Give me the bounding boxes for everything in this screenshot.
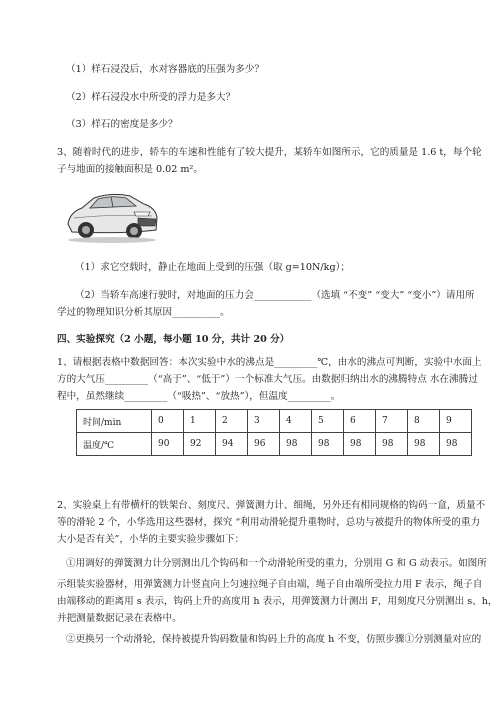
q3-sub2-line1: （2）当轿车高速行驶时，对地面的压力会____________（选填 “不变” “变大” “变小”）请用所 xyxy=(75,290,475,301)
time-cell: 7 xyxy=(376,410,408,433)
temp-cell: 92 xyxy=(184,433,216,456)
time-cell: 8 xyxy=(408,410,440,433)
temp-cell: 96 xyxy=(248,433,280,456)
q4-2-line1: 2、实验桌上有带横杆的铁架台、刻度尺、弹簧测力计、细绳，另外还有相同规格的钩码一盒，质量不 xyxy=(57,500,486,511)
q4-2-line3: 大小是否有关”，小华的主要实验步骤如下： xyxy=(57,534,245,545)
q3-text-line1: 3、随着时代的进步，轿车的车速和性能有了较大提升，某轿车如图所示，它的质量是 1.6 t，每个轮 xyxy=(57,147,482,158)
time-cell: 5 xyxy=(312,410,344,433)
q2-sub3: （3）样石的密度是多少？ xyxy=(66,119,178,130)
q3-text-line2: 子与地面的接触面积是 0.02 m²。 xyxy=(57,164,203,175)
q4-1-line2: 方的大气压_________（“高于”、“低于”）一个标准大气压。由数据归纳出水的沸腾特点 水在沸腾过 xyxy=(57,374,478,385)
section-heading: 四、实验探究（2 小题，每小题 10 分，共计 20 分） xyxy=(57,334,290,345)
q3-sub2-line2: 学过的物理知识分析其原因__________。 xyxy=(57,307,230,318)
q4-2-step1-line2: 示组装实验器材，用弹簧测力计竖直向上匀速拉绳子自由端，绳子自由端所受拉力用 F 表示，绳子自 xyxy=(57,579,483,590)
time-cell: 6 xyxy=(344,410,376,433)
temp-cell: 98 xyxy=(280,433,312,456)
table-row-temperature xyxy=(77,433,472,456)
time-cell: 2 xyxy=(216,410,248,433)
time-cell: 9 xyxy=(440,410,472,433)
q3-sub1: （1）求它空载时，静止在地面上受到的压强（取 g=10N/kg）； xyxy=(75,262,350,273)
time-cell: 4 xyxy=(280,410,312,433)
q4-2-line2: 等的滑轮 2 个，小华选用这些器材，探究 “利用动滑轮提升重物时，总功与被提升的物体所受的重力 xyxy=(57,517,481,528)
car-image xyxy=(64,186,160,244)
time-cell: 0 xyxy=(152,410,184,433)
q4-1-line1: 1、请根据表格中数据回答：本次实验中水的沸点是_________℃，由水的沸点可判断，实验中水面上 xyxy=(57,357,482,368)
q4-2-step1-line3: 由端移动的距离用 s 表示，钩码上升的高度用 h 表示，用弹簧测力计测出 F，用刻度尺分别测出 s、h， xyxy=(57,596,498,607)
table-row-time xyxy=(77,410,472,433)
temp-cell: 98 xyxy=(376,433,408,456)
temp-cell: 98 xyxy=(312,433,344,456)
temp-label: 温度/℃ xyxy=(77,433,152,456)
temp-cell: 98 xyxy=(408,433,440,456)
q4-2-step1-line4: 并把测量数据记录在表格中。 xyxy=(57,613,182,624)
temp-cell: 90 xyxy=(152,433,184,456)
q4-2-step2-line1: ②更换另一个动滑轮，保持被提升钩码数量和钩码上升的高度 h 不变，仿照步骤①分别测量对应的 xyxy=(66,634,482,645)
time-cell: 1 xyxy=(184,410,216,433)
q2-sub1: （1）样石浸没后，水对容器底的压强为多少？ xyxy=(66,64,264,75)
temp-cell: 98 xyxy=(344,433,376,456)
boiling-data-table xyxy=(76,409,472,456)
q4-1-line3: 程中，虽然继续_________（“吸热”、“放热”），但温度_________。 xyxy=(57,391,341,402)
time-cell: 3 xyxy=(248,410,280,433)
temp-cell: 94 xyxy=(216,433,248,456)
temp-cell: 98 xyxy=(440,433,472,456)
q4-2-step1-line1: ①用调好的弹簧测力计分别测出几个钩码和一个动滑轮所受的重力，分别用 G 和 G 动表示。如图所 xyxy=(66,558,487,569)
q2-sub2: （2）样石浸没水中所受的浮力是多大？ xyxy=(66,92,236,103)
time-label: 时间/min xyxy=(77,410,152,433)
